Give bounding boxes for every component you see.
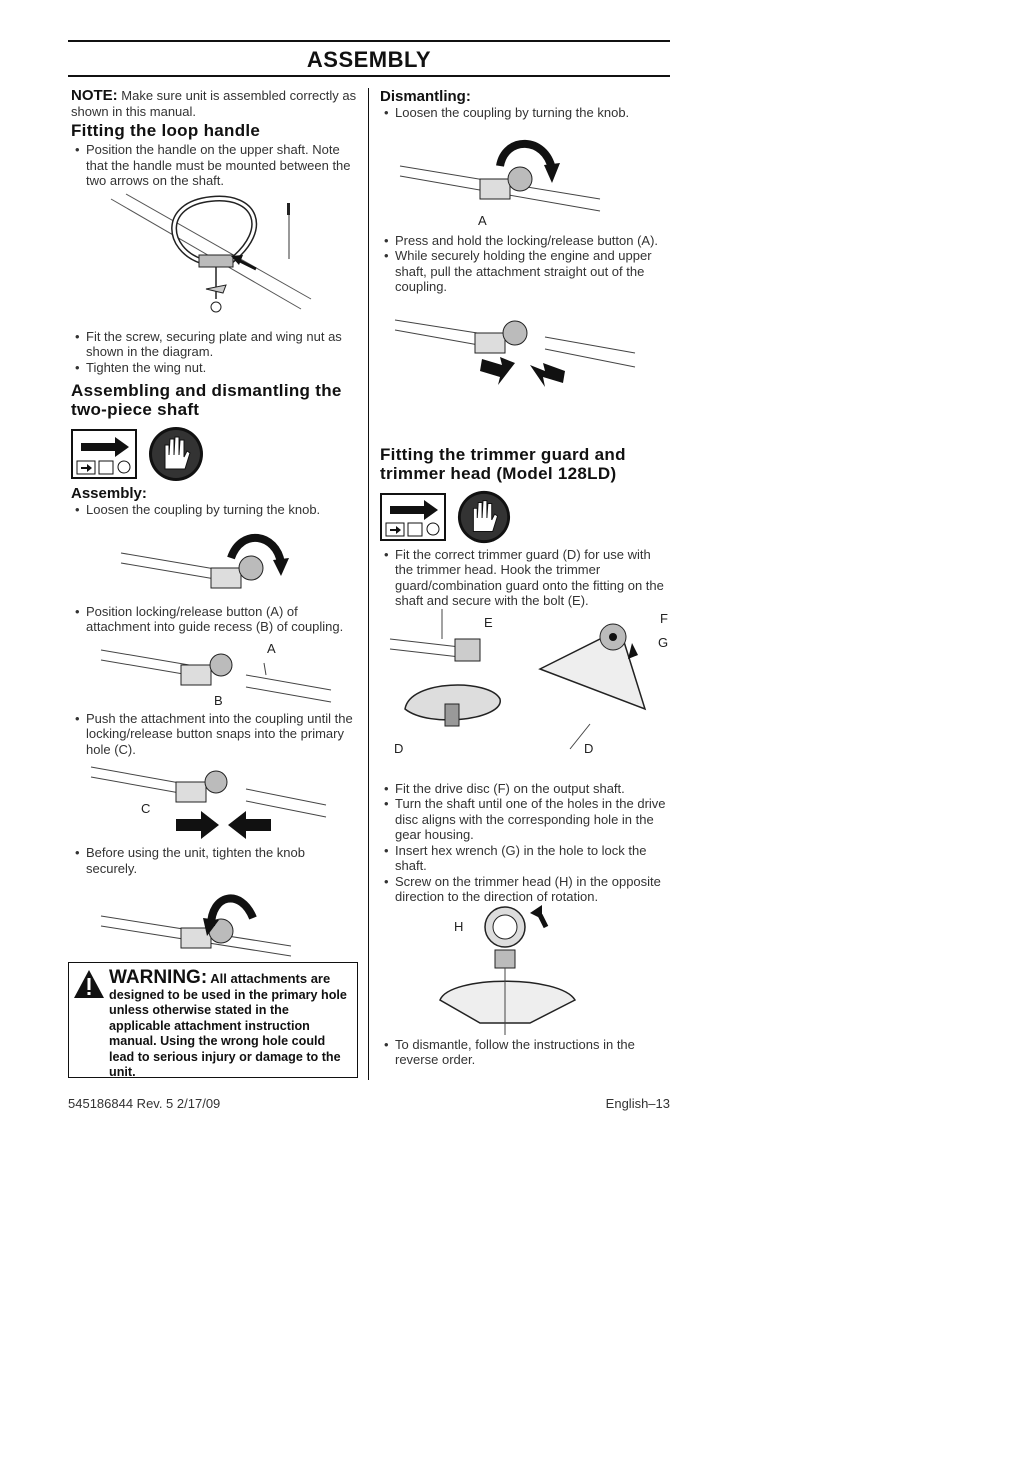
push-attachment-illustration bbox=[71, 757, 358, 845]
dismantling-heading: Dismantling: bbox=[380, 88, 471, 105]
trimmer-list-3 bbox=[380, 1037, 670, 1068]
list-item: • To dismantle, follow the instructions in the reverse order. bbox=[380, 1037, 670, 1068]
dismantle-figure-1 bbox=[380, 121, 670, 233]
loop-handle-list bbox=[71, 142, 358, 189]
column-divider bbox=[368, 88, 369, 1080]
guard-figure bbox=[380, 609, 670, 781]
label-d-right: D bbox=[584, 740, 594, 756]
warning-box bbox=[68, 962, 358, 1078]
label-a-dismantle: A bbox=[478, 212, 487, 228]
warning-title bbox=[109, 967, 330, 989]
list-item: • Before using the unit, tighten the knob securely. bbox=[71, 845, 358, 876]
trimmer-heading: Fitting the trimmer guard and trimmer head (Model 128LD) bbox=[380, 444, 626, 483]
trimmer-guard-illustration bbox=[380, 609, 670, 781]
footer-page-number: English–13 bbox=[605, 1096, 670, 1111]
push-figure bbox=[71, 757, 358, 845]
instruction-symbol-icon bbox=[71, 429, 137, 479]
list-item: • Turn the shaft until one of the holes in the drive disc aligns with the corresponding hole in the gear housing. bbox=[380, 796, 670, 843]
tighten-knob-illustration bbox=[71, 876, 358, 968]
dismantling-list-2 bbox=[380, 233, 670, 295]
trimmer-head-illustration bbox=[380, 905, 670, 1037]
list-item: • Insert hex wrench (G) in the hole to lock the shaft. bbox=[380, 843, 670, 874]
warning-label: WARNING: bbox=[109, 967, 208, 988]
label-e: E bbox=[484, 614, 493, 630]
list-item: • Loosen the coupling by turning the knob. bbox=[380, 105, 670, 121]
left-column bbox=[71, 88, 358, 968]
label-d-left: D bbox=[394, 740, 404, 756]
dismantle-loosen-illustration bbox=[380, 121, 670, 233]
guide-recess-figure bbox=[71, 635, 358, 711]
note-label: NOTE: bbox=[71, 87, 118, 104]
coupling-loosen-illustration bbox=[71, 518, 358, 604]
label-h: H bbox=[454, 918, 464, 934]
list-item: • Fit the screw, securing plate and wing nut as shown in the diagram. bbox=[71, 329, 358, 360]
gloves-icon bbox=[147, 425, 205, 483]
right-column bbox=[380, 88, 670, 1068]
warning-triangle-icon bbox=[73, 969, 105, 999]
label-c: C bbox=[141, 801, 151, 816]
list-item: • Tighten the wing nut. bbox=[71, 360, 358, 376]
footer-doc-number: 545186844 Rev. 5 2/17/09 bbox=[68, 1096, 221, 1111]
loop-handle-illustration bbox=[71, 189, 358, 329]
instruction-symbol-icon bbox=[380, 493, 446, 541]
list-item: • Press and hold the locking/release button (A). bbox=[380, 233, 670, 249]
list-item: • Push the attachment into the coupling until the locking/release button snaps into the primary hole (C). bbox=[71, 711, 358, 758]
note-text: Make sure unit is assembled correctly as shown in this manual. bbox=[71, 88, 357, 119]
note-paragraph bbox=[71, 88, 358, 119]
list-item: • Fit the drive disc (F) on the output shaft. bbox=[380, 781, 670, 797]
assembly-list-4 bbox=[71, 845, 358, 876]
assembly-list-1 bbox=[71, 502, 358, 518]
top-rule bbox=[68, 40, 670, 42]
label-g: G bbox=[658, 634, 669, 650]
trimmer-head-figure bbox=[380, 905, 670, 1037]
loop-handle-list-2 bbox=[71, 329, 358, 376]
assembly-list-3 bbox=[71, 711, 358, 758]
label-b: B bbox=[214, 692, 223, 708]
dismantling-list-1 bbox=[380, 105, 670, 121]
loop-handle-heading: Fitting the loop handle bbox=[71, 121, 261, 140]
label-a: A bbox=[267, 640, 276, 656]
page-title: ASSEMBLY bbox=[306, 47, 432, 72]
trimmer-list-2 bbox=[380, 781, 670, 905]
assembly-heading: Assembly: bbox=[71, 485, 147, 502]
list-item: • Screw on the trimmer head (H) in the opposite direction to the direction of rotation. bbox=[380, 874, 670, 905]
list-item: • Position locking/release button (A) of attachment into guide recess (B) of coupling. bbox=[71, 604, 358, 635]
list-item: • Fit the correct trimmer guard (D) for use with the trimmer head. Hook the trimmer guard/combination guard onto the fitting on the shaft and secure with the bolt (E). bbox=[380, 547, 670, 609]
assembly-list-2 bbox=[71, 604, 358, 635]
pull-out-illustration bbox=[380, 295, 670, 443]
symbol-row-2 bbox=[380, 489, 670, 545]
title-rule bbox=[68, 75, 670, 77]
warning-title-tail: All attachments are bbox=[207, 971, 331, 986]
list-item: • While securely holding the engine and upper shaft, pull the attachment straight out of the coupling. bbox=[380, 248, 670, 295]
gloves-icon bbox=[456, 489, 512, 545]
symbol-row bbox=[71, 425, 358, 483]
list-item: • Position the handle on the upper shaft. Note that the handle must be mounted between the two arrows on the shaft. bbox=[71, 142, 358, 189]
shaft-heading: Assembling and dismantling the two-piece shaft bbox=[71, 381, 342, 419]
warning-text: designed to be used in the primary hole unless otherwise stated in the applicable attachment instruction manual. Using the wrong hole could lead to serious injury or damage to the unit. bbox=[109, 988, 347, 1080]
trimmer-list-1 bbox=[380, 547, 670, 609]
list-item: • Loosen the coupling by turning the knob. bbox=[71, 502, 358, 518]
label-f: F bbox=[660, 610, 668, 626]
